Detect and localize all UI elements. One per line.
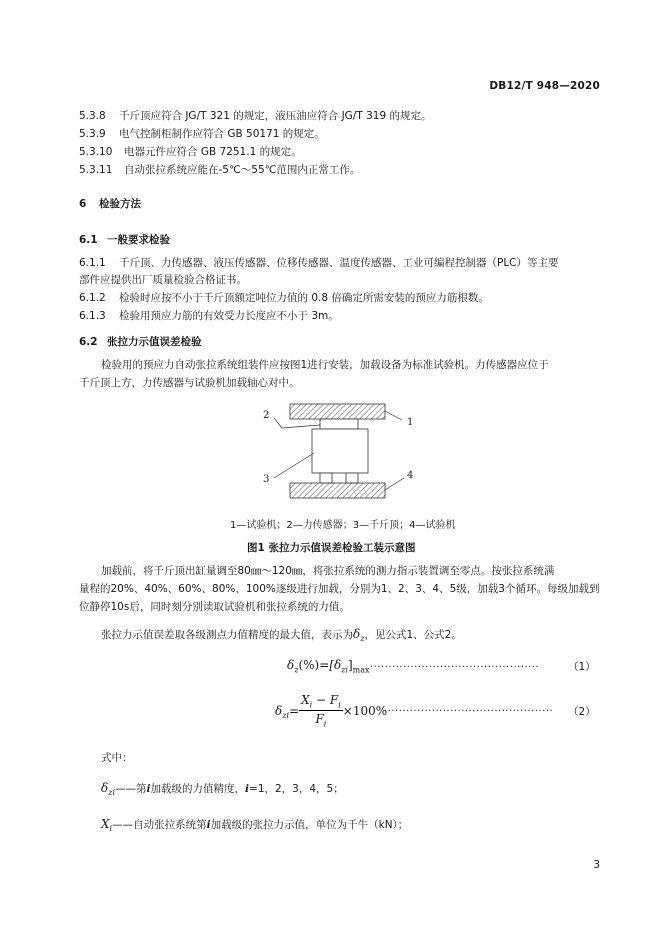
item-text: 自动张拉系统应能在-5℃～55℃范围内正常工作。 <box>124 164 361 176</box>
item-5-3-10 <box>79 145 302 159</box>
item-text: 检验用预应力筋的有效受力长度应不小于 3m。 <box>119 310 339 322</box>
formula-2 <box>275 693 387 729</box>
item-number: 6.1.1 <box>79 257 106 269</box>
delta-subscript: z <box>360 634 365 644</box>
def2-i: i <box>206 819 211 831</box>
para3-text: 张拉力示值误差取各级测点力值精度的最大值，表示为 <box>101 629 353 641</box>
figure-label-1: 1 <box>407 417 414 428</box>
delta-symbol: δ <box>353 627 361 641</box>
f2-fraction <box>299 693 343 729</box>
f1-eq: = <box>319 658 330 672</box>
f1-delta: δ <box>287 658 295 672</box>
f2-eq: = <box>289 703 300 718</box>
leader-line-4 <box>385 478 404 490</box>
f1-bracket-delta: [δ <box>329 658 342 672</box>
where-label: 式中： <box>101 752 133 764</box>
figure-caption: 图1 张拉力示值误差检验工装示意图 <box>247 542 416 554</box>
item-text-line1: 千斤顶、力传感器、液压传感器、位移传感器、温度传感器、工业可编程控制器（PLC）等主要 <box>119 257 559 269</box>
item-5-3-8 <box>79 109 431 123</box>
def1-dash: —— <box>115 783 137 795</box>
def1-symbol: δ <box>101 781 109 795</box>
f2-delta-sub: zi <box>282 710 290 720</box>
definition-x-i <box>101 817 408 836</box>
def1-sub: zi <box>108 788 116 798</box>
test-fixture-figure <box>250 398 420 510</box>
f2-leader-dots: ·············································· <box>384 706 554 717</box>
figure-label-3: 3 <box>263 474 270 485</box>
item-6-1-3 <box>79 309 339 323</box>
f2-minus: − <box>312 693 330 707</box>
para1-line1: 检验用的预应力自动张拉系统组装件应按图1进行安装，加载设备为标准试验机。力传感器应位于 <box>101 359 549 371</box>
item-5-3-11 <box>79 163 360 177</box>
f1-leader-dots: ·············································· <box>370 662 540 673</box>
f2-denominator <box>299 711 343 728</box>
testing-machine-top-plate <box>290 404 385 419</box>
para2-line2: 量程的20%、40%、60%、80%、100%逐级进行加载，分别为1、2、3、4、5级，加载3个循环。每级加载到 <box>79 583 600 595</box>
f2-f: F <box>329 693 339 707</box>
doc-number: DB12/T 948—2020 <box>489 80 600 92</box>
f2-number: （2） <box>568 706 596 718</box>
f2-times: ×100% <box>342 703 388 718</box>
item-number: 6.1.3 <box>79 310 106 322</box>
item-text: 千斤顶应符合 JG/T 321 的规定，液压油应符合 JG/T 319 的规定。 <box>119 110 432 122</box>
para2-line3: 位静停10s后，同时刻分别读取试验机和张拉系统的力值。 <box>79 601 350 613</box>
leader-line-2a <box>274 418 282 428</box>
item-number: 5.3.11 <box>79 164 113 176</box>
def1-t1: 第 <box>136 783 147 795</box>
section-title: 一般要求检验 <box>107 234 170 246</box>
item-number: 5.3.8 <box>79 110 106 122</box>
f2-x-sub: i <box>309 700 313 710</box>
leader-line-1 <box>385 411 402 420</box>
item-text: 电器元件应符合 GB 7251.1 的规定。 <box>124 146 302 158</box>
def2-t2: 加载级的张拉力示值，单位为千牛（kN）； <box>210 819 409 831</box>
def1-i2: i <box>245 783 250 795</box>
def1-t2: 加载级的力值精度， <box>150 783 246 795</box>
figure-label-2: 2 <box>263 410 270 421</box>
item-6-1-2 <box>79 291 489 305</box>
f1-bracket-sub: zi <box>341 665 348 675</box>
section-title: 检验方法 <box>99 198 141 210</box>
item-text: 检验时应按不小于千斤顶额定吨位力值的 0.8 倍确定所需安装的预应力筋根数。 <box>119 292 489 304</box>
force-sensor <box>320 419 358 429</box>
def2-t1: 自动张拉系统第 <box>133 819 207 831</box>
para1-line2: 千斤顶上方，力传感器与试验机加载轴心对中。 <box>79 377 300 389</box>
item-6-1-1 <box>79 256 559 270</box>
testing-machine-bottom-plate <box>290 483 385 498</box>
section-number: 6.1 <box>79 234 98 246</box>
page-number: 3 <box>593 859 600 871</box>
para2-line1: 加载前，将千斤顶出缸量调至80㎜～120㎜，将张拉系统的测力指示装置调至零点。按张拉系统满 <box>101 565 555 577</box>
section-number: 6.2 <box>79 336 98 348</box>
def2-dash: —— <box>112 819 134 831</box>
figure-legend: 1—试验机；2—力传感器；3—千斤顶；4—试验机 <box>230 520 456 531</box>
def2-symbol: X <box>101 817 110 831</box>
jack-leg-right <box>346 473 358 483</box>
f2-x: X <box>301 693 310 707</box>
para3 <box>101 627 462 646</box>
figure-label-4: 4 <box>407 470 414 481</box>
section-6-heading <box>79 196 141 211</box>
section-6-1-heading <box>79 232 170 247</box>
f1-number: （1） <box>568 661 596 673</box>
item-6-1-1-cont: 部件应提供出厂质量检验合格证书。 <box>79 274 247 286</box>
def1-t3: =1，2，3，4，5； <box>249 783 344 795</box>
f1-delta-sub: z <box>294 665 299 675</box>
jack-body <box>312 429 368 473</box>
para3-tail: ，见公式1、公式2。 <box>364 629 462 641</box>
f2-delta: δ <box>275 703 283 718</box>
jack-leg-left <box>320 473 332 483</box>
f2-numerator <box>299 693 343 711</box>
item-number: 6.1.2 <box>79 292 106 304</box>
section-title: 张拉力示值误差检验 <box>107 336 202 348</box>
section-number: 6 <box>79 198 87 210</box>
item-number: 5.3.9 <box>79 128 106 140</box>
f1-bracket-end: ] <box>347 658 353 672</box>
f2-den-f-sub: i <box>323 719 327 729</box>
leader-line-2b <box>282 425 320 428</box>
def1-i: i <box>146 783 151 795</box>
leader-line-3 <box>274 453 314 478</box>
f1-max: max <box>352 665 370 675</box>
item-5-3-9 <box>79 127 325 141</box>
def2-sub: i <box>109 824 113 834</box>
item-number: 5.3.10 <box>79 146 113 158</box>
definition-delta-zi <box>101 781 344 800</box>
f1-percent: (%) <box>298 658 320 672</box>
f2-den-f: F <box>315 712 324 727</box>
formula-1 <box>287 658 370 674</box>
item-text: 电气控制柜制作应符合 GB 50171 的规定。 <box>119 128 325 140</box>
f2-f-sub: i <box>338 700 341 710</box>
section-6-2-heading <box>79 334 202 349</box>
